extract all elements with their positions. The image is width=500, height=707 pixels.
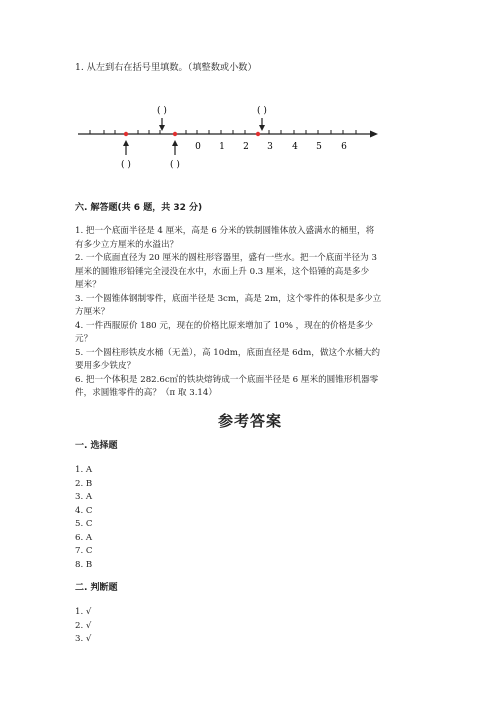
problem-line: 厘米的圆锥形铅锤完全浸没在水中，水面上升 0.3 厘米，这个铅锤的高是多少 — [75, 266, 370, 277]
choice-answer: 1. A — [75, 465, 93, 475]
tick-label: 3 — [267, 142, 273, 152]
problem-line: 6. 把一个体积是 282.6c㎡的铁块熔铸成一个底面半径是 6 厘米的圆锥形机器零 — [75, 374, 379, 385]
problem-line: 4. 一件西服原价 180 元，现在的价格比原来增加了 10% ，现在的价格是多少 — [75, 320, 373, 331]
answer-blank-parenthesis: ( ) — [257, 106, 267, 116]
tick-label: 6 — [341, 142, 347, 152]
number-line-marker-3 — [256, 132, 260, 136]
tick-label: 5 — [316, 142, 322, 152]
choice-section-heading: 一. 选择题 — [75, 441, 118, 451]
choice-answer: 8. B — [75, 559, 93, 570]
answer-blank-parenthesis: ( ) — [170, 160, 180, 170]
problem-line: 要用多少铁皮？ — [75, 361, 136, 371]
choice-answer: 2. B — [75, 478, 93, 489]
choice-answer: 5. C — [75, 519, 93, 529]
number-line-minor-ticks — [90, 130, 356, 134]
problem-line: 方厘米？ — [75, 307, 110, 317]
problem-line: 厘米？ — [75, 280, 101, 290]
down-arrow-icon — [259, 118, 265, 131]
tick-label: 1 — [219, 142, 225, 152]
number-line-marker-1 — [124, 132, 128, 136]
tick-label: 0 — [195, 142, 201, 152]
section-6-heading: 六. 解答题(共 6 题，共 32 分) — [75, 203, 203, 213]
judge-answer: 2. √ — [75, 620, 92, 631]
choice-answer: 6. A — [75, 532, 93, 543]
problem-line: 有多少立方厘米的水溢出？ — [75, 239, 179, 250]
number-line-marker-2 — [173, 132, 177, 136]
choice-answer: 3. A — [75, 492, 93, 502]
problem-line: 5. 一个圆柱形铁皮水桶（无盖），高 10dm，底面直径是 6dm，做这个水桶大约 — [75, 347, 381, 358]
judge-answer: 3. √ — [75, 634, 92, 644]
answer-blank-parenthesis: ( ) — [121, 160, 131, 170]
tick-label: 2 — [243, 142, 249, 152]
judge-section-heading: 二. 判断题 — [75, 583, 118, 593]
answer-key-title: 参考答案 — [217, 412, 282, 430]
down-arrow-icon — [159, 118, 165, 131]
problem-line: 3. 一个圆锥体钢制零件，底面半径是 3cm，高是 2m，这个零件的体积是多少立 — [75, 293, 382, 304]
answer-blank-parenthesis: ( ) — [157, 106, 167, 116]
problem-line: 1. 把一个底面半径是 4 厘米，高是 6 分米的铁制圆锥体放入盛满水的桶里，将 — [75, 226, 375, 236]
problem-line: 2. 一个底面直径为 20 厘米的圆柱形容器里，盛有一些水。把一个底面半径为 3 — [75, 253, 377, 263]
number-line-arrowhead — [370, 131, 378, 138]
up-arrow-icon — [123, 140, 129, 155]
tick-label: 4 — [292, 142, 298, 152]
choice-answer: 7. C — [75, 546, 93, 556]
question-1-text: 1. 从左到右在括号里填数。（填整数或小数） — [75, 62, 257, 73]
up-arrow-icon — [172, 140, 178, 155]
choice-answer: 4. C — [75, 505, 93, 516]
problem-line: 元？ — [75, 334, 93, 344]
number-line-figure — [0, 100, 500, 180]
judge-answer: 1. √ — [75, 607, 92, 617]
problem-line: 件，求圆锥零件的高？（π 取 3.14） — [75, 388, 217, 398]
